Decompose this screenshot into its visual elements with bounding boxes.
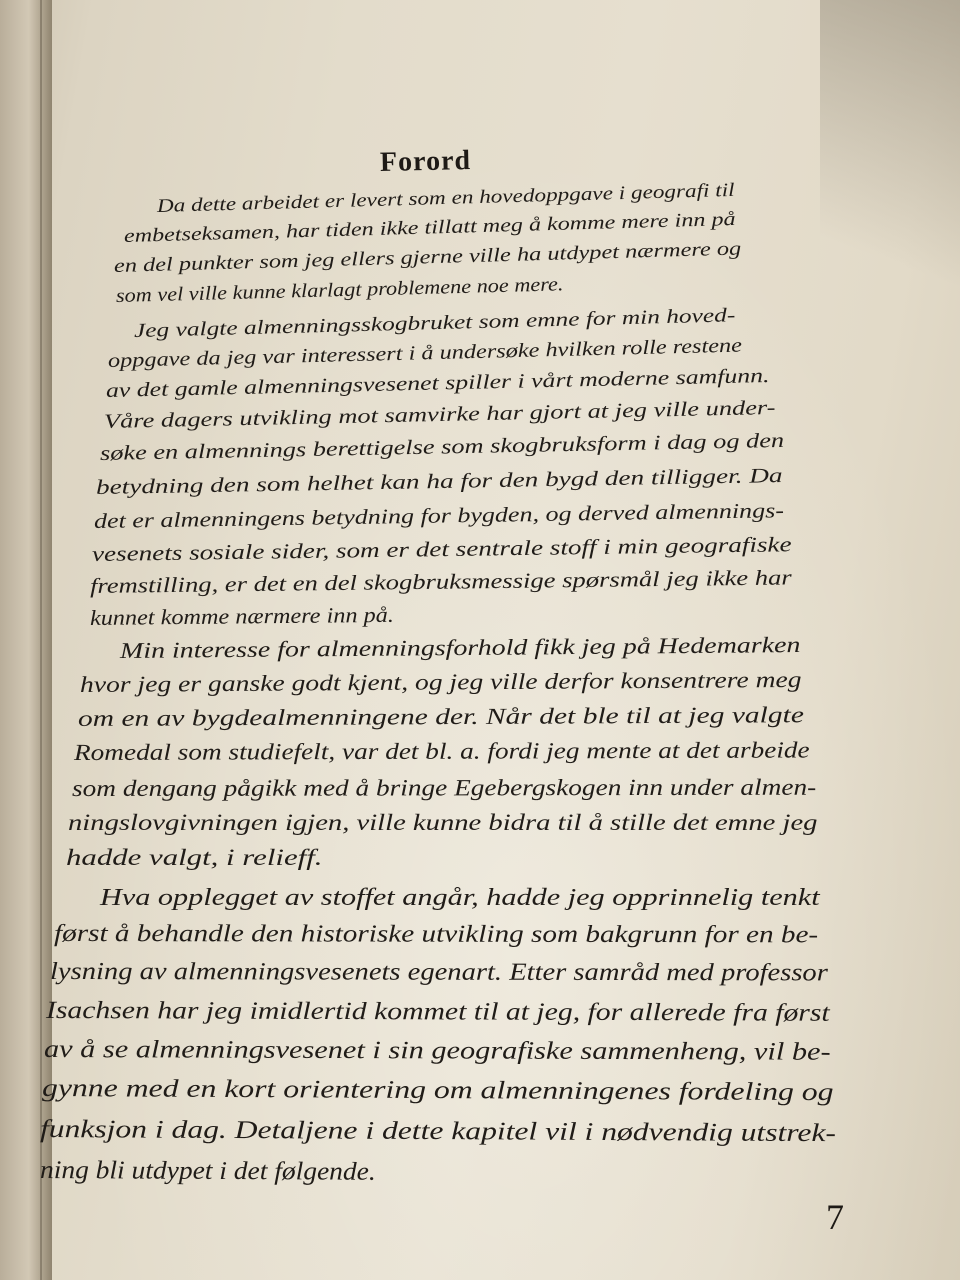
text-line: lysning av almenningsvesenets egenart. Etter samråd med professor [49,958,828,987]
text-line: av det gamle almenningsvesenet spiller i vårt moderne samfunn. [105,364,770,402]
text-line: som vel ville kunne klarlagt problemene noe mere. [115,274,564,307]
text-line: ning bli utdypet i det følgende. [39,1155,376,1186]
text-line: først å behandle den historiske utvikling som bakgrunn for en be- [53,920,819,949]
text-line: funksjon i dag. Detaljene i dette kapitel vil i nødvendig utstrek- [39,1115,837,1148]
text-line: ningslovgivningen igjen, ville kunne bidra til å stille det emne jeg [68,810,818,836]
text-line: det er almenningens betydning for bygden, og derved almennings- [93,498,785,533]
text-line: hadde valgt, i relieff. [66,845,323,871]
text-line: Min interesse for almenningsforhold fikk jeg på Hedemarken [119,632,801,663]
text-line: Hva opplegget av stoffet angår, hadde jeg opprinnelig tenkt [100,884,820,911]
text-line: embetseksamen, har tiden ikke tillatt meg å komme mere inn på [123,208,736,247]
text-line: fremstilling, er det en del skogbruksmessige spørsmål jeg ikke har [89,565,792,598]
page-number: 7 [826,1197,844,1237]
text-line: kunnet komme nærmere inn på. [89,602,394,630]
text-line: hvor jeg er ganske godt kjent, og jeg ville derfor konsentrere meg [79,666,802,697]
text-line: gynne med en kort orientering om almenningenes fordeling og [41,1075,834,1107]
text-line: vesenets sosiale sider, som er det sentrale stoff i min geografiske [91,532,792,566]
page-heading: Forord [379,145,472,178]
text-line: av å se almenningsvesenet i sin geografiske sammenheng, vil be- [43,1036,831,1066]
text-line: Da dette arbeidet er levert som en hovedoppgave i geografi til [156,179,735,217]
text-line: en del punkter som jeg ellers gjerne ville ha utdypet nærmere og [113,238,742,277]
text-line: som dengang pågikk med å bringe Egebergskogen inn under almen- [71,774,817,802]
text-line: Våre dagers utvikling mot samvirke har gjort at jeg ville under- [103,396,776,433]
text-line: Romedal som studiefelt, var det bl. a. fordi jeg mente at det arbeide [73,737,810,765]
text-line: Jeg valgte almenningsskogbruket som emne for min hoved- [133,304,736,342]
text-line: søke en almennings berettigelse som skogbruksform i dag og den [99,429,785,465]
text-line: betydning den som helhet kan ha for den bygd den tilligger. Da [95,464,783,499]
text-line: om en av bygdealmenningene der. Når det ble til at jeg valgte [77,702,804,731]
text-line: Isachsen har jeg imidlertid kommet til at jeg, for allerede fra først [45,997,830,1027]
text-line: oppgave da jeg var interessert i å undersøke hvilken rolle restene [107,334,743,372]
